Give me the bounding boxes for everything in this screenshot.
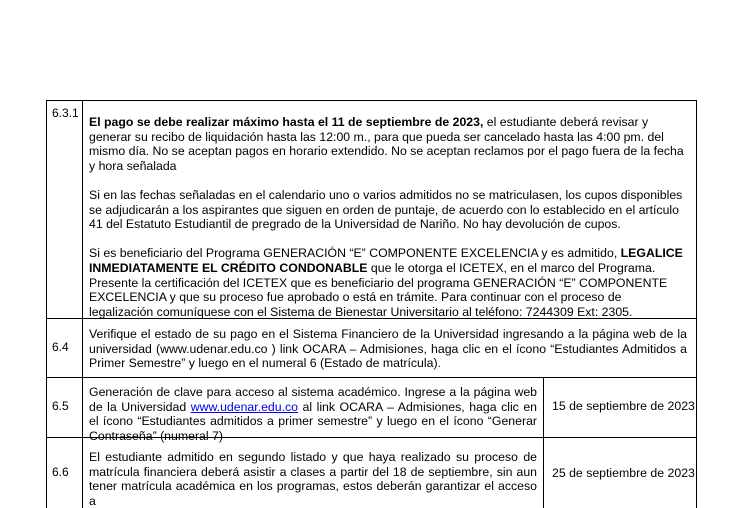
row-number: 6.3.1 [52, 106, 79, 120]
payment-deadline-bold: El pago se debe realizar máximo hasta el 11 de septiembre de 2023, [89, 115, 484, 129]
udenar-link[interactable]: www.udenar.edu.co [190, 399, 299, 414]
table-row [47, 378, 697, 443]
row-text: Verifique el estado de su pago en el Sistema Financiero de la Universidad ingresando a la página web de la universidad (www.udenar.edu.co ) link OCARA – Admisiones, haga clic en el ícono “Estudiantes Admitidos a Primer Semestre” y luego en el numeral 6 (Estado de matrícula). [89, 327, 687, 371]
row-text: Generación de clave para acceso al sistema académico. Ingrese a la página web de la Universidad www.udenar.edu.co al link OCARA – Admisiones, haga clic en el ícono “Estudiantes admitidos a primer semestre” y luego en el ícono “Generar Contraseña” (numeral 7) [89, 385, 538, 443]
row-number: 6.6 [52, 465, 69, 479]
table-row [47, 319, 697, 378]
schedule-table [46, 100, 697, 508]
row-text: El estudiante admitido en segundo listado y que haya realizado su proceso de matrícula financiera deberá asistir a clases a partir del 18 de septiembre, sin aun tener matrícula académica en los programas, estos deberán garantizar el acceso a [89, 450, 537, 508]
table-row [47, 101, 697, 319]
table-row [47, 438, 697, 508]
row-date: 25 de septiembre de 2023 [552, 466, 695, 480]
row-date: 15 de septiembre de 2023 [552, 399, 695, 413]
row-text: El pago se debe realizar máximo hasta el 11 de septiembre de 2023, el estudiante deberá revisar y generar su recibo de liquidación hasta las 12:00 m., para que pueda ser cancelado hasta las 4:00 pm. del mismo día. No se aceptan pagos en horario extendido. No se aceptan reclamos por el pago fuera de la fecha y hora señalada Si en las fechas señaladas en el calendario uno o varios admitidos no se matriculasen, los cupos disponibles se adjudicarán a los aspirantes que siguen en orden de puntaje, de acuerdo con lo establecido en el artículo 41 del Estatuto Estudiantil de pregrado de la Universidad de Nariño. No hay devolución de cupos. Si es beneficiario del Programa GENERACIÓN “E” COMPONENTE EXCELENCIA y es admitido, LEGALICE INMEDIATAMENTE EL CRÉDITO CONDONABLE que le otorga el ICETEX, en el marco del Programa. Presente la certificación del ICETEX que es beneficiario del programa GENERACIÓN “E” COMPONENTE EXCELENCIA y que su proceso fue aprobado o está en trámite. Para continuar con el proceso de legalización comuníquese con el Sistema de Bienestar Universitario al teléfono: 7244309 Ext: 2305. [89, 115, 687, 319]
unfilled-seats-paragraph: Si en las fechas señaladas en el calendario uno o varios admitidos no se matriculasen, los cupos disponibles se adjudicarán a los aspirantes que siguen en orden de puntaje, de acuerdo con lo establecido en el artículo 41 del Estatuto Estudiantil de pregrado de la Universidad de Nariño. No hay devolución de cupos. [89, 187, 683, 232]
row-number: 6.5 [52, 399, 69, 413]
legalize-credit-bold: LEGALICE INMEDIATAMENTE EL CRÉDITO CONDONABLE [89, 246, 683, 275]
row-number: 6.4 [52, 340, 69, 354]
